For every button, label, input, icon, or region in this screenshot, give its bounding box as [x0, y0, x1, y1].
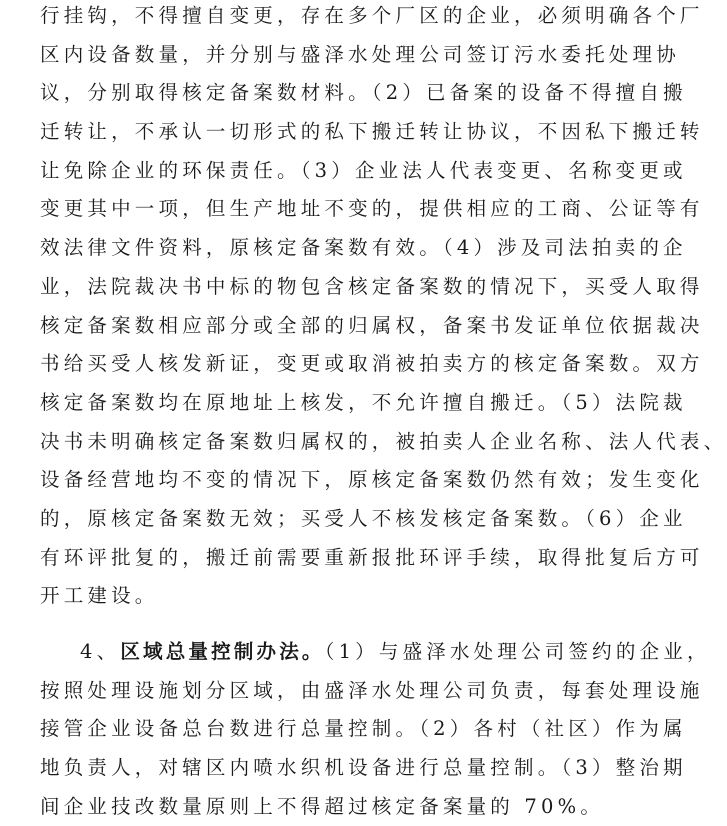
- section-number: 4、: [80, 640, 121, 663]
- text-line: 行挂钩，不得擅自变更，存在多个厂区的企业，必须明确各个厂: [40, 4, 704, 27]
- text-line: 议，分别取得核定备案数材料。（2）已备案的设备不得擅自搬: [40, 81, 687, 105]
- section-heading: 区域总量控制办法。: [120, 640, 325, 663]
- text-line: 效法律文件资料，原核定备案数有效。（4）涉及司法拍卖的企: [40, 236, 687, 260]
- paragraph-item-3-continuation: [40, 0, 727, 616]
- text-line: 让免除企业的环保责任。（3）企业法人代表变更、名称变更或: [40, 158, 687, 182]
- text-line: 核定备案数相应部分或全部的归属权，备案书发证单位依据裁决: [40, 313, 704, 337]
- paragraph-section-4: [40, 633, 711, 826]
- text-line: 区内设备数量，并分别与盛泽水处理公司签订污水委托处理协: [40, 42, 680, 66]
- text-line: 迁转让，不承认一切形式的私下搬迁转让协议，不因私下搬迁转: [40, 120, 704, 144]
- text-line: 间企业技改数量原则上不得超过核定备案量的 70%。: [40, 794, 605, 818]
- text-line: 变更其中一项，但生产地址不变的，提供相应的工商、公证等有: [40, 197, 704, 221]
- text-line: 地负责人，对辖区内喷水织机设备进行总量控制。（3）整治期: [40, 756, 687, 780]
- text-line: 开工建设。: [40, 584, 159, 608]
- text-line: 决书未明确核定备案数归属权的，被拍卖人企业名称、法人代表、: [40, 429, 727, 453]
- section-heading-line: [40, 633, 711, 672]
- text-line: 的，原核定备案数无效；买受人不核发核定备案数。（6）企业: [40, 506, 687, 530]
- text-line: 核定备案数均在原地址上核发，不允许擅自搬迁。（5）法院裁: [40, 390, 687, 414]
- text-line: 有环评批复的，搬迁前需要重新报批环评手续，取得批复后方可: [40, 545, 704, 569]
- text-segment: （1）与盛泽水处理公司签约的企业，: [324, 640, 711, 663]
- text-line: 业，法院裁决书中标的物包含核定备案数的情况下，买受人取得: [40, 274, 704, 298]
- document-page: [40, 0, 727, 826]
- text-line: 设备经营地均不变的情况下，原核定备案数仍然有效；发生变化: [40, 468, 704, 492]
- text-line: 按照处理设施划分区域，由盛泽水处理公司负责，每套处理设施: [40, 678, 704, 702]
- text-line: 接管企业设备总台数进行总量控制。（2）各村（社区）作为属: [40, 717, 687, 741]
- text-line: 书给买受人核发新证，变更或取消被拍卖方的核定备案数。双方: [40, 352, 704, 376]
